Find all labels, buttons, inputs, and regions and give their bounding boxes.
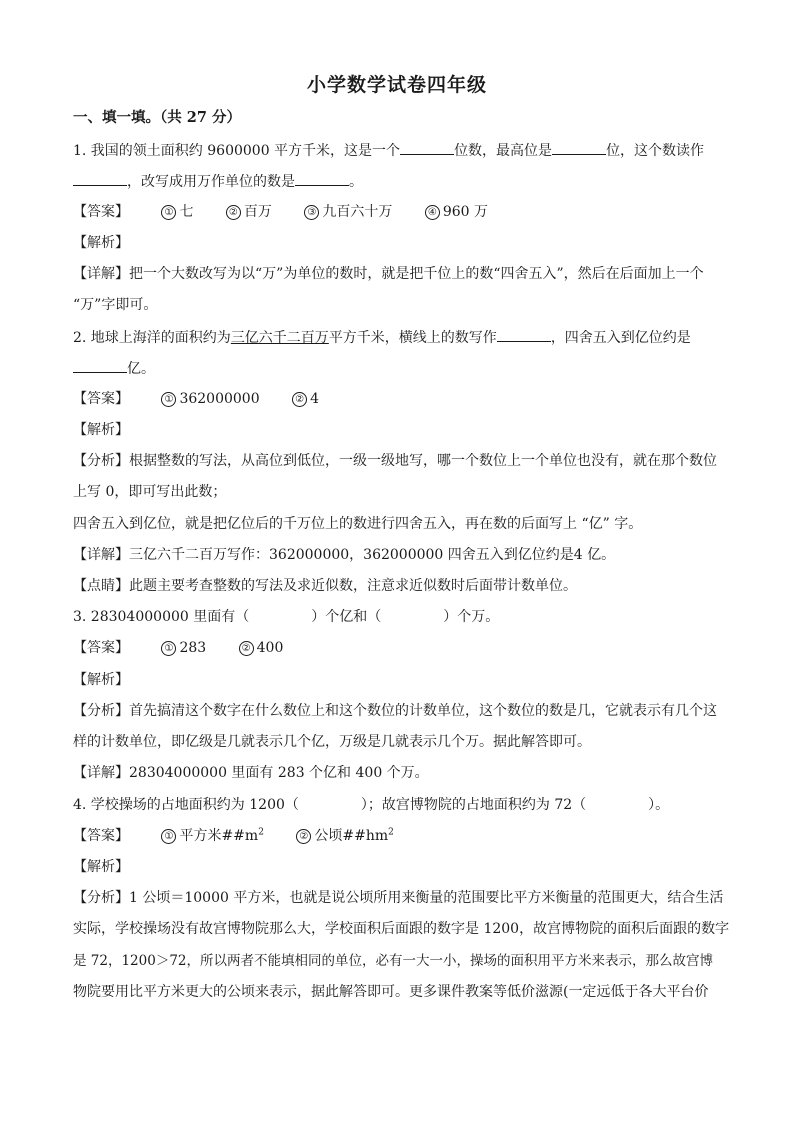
- answer-blank: [295, 171, 349, 186]
- question-3: [73, 607, 733, 627]
- analysis-heading: 【解析】: [73, 672, 129, 688]
- analysis-text: 物院要用比平方米更大的公顷来表示，据此解答即可。更多课件教案等低价滋源(一定远低于各大平台价: [73, 984, 709, 1000]
- answer-value: 4: [310, 391, 319, 407]
- number-marker: ③: [304, 205, 319, 220]
- analysis-label: 【分析】: [73, 453, 129, 469]
- analysis-heading: 【解析】: [73, 235, 129, 251]
- question-2-line-1: [73, 327, 733, 348]
- number-marker: ②: [239, 641, 254, 656]
- question-text: ）个万。: [443, 609, 500, 625]
- answer-label: 【答案】: [73, 640, 129, 656]
- answer-item: [304, 202, 392, 222]
- superscript: 2: [388, 827, 394, 838]
- question-3-answer: [73, 638, 733, 658]
- answer-value: 七: [179, 204, 194, 220]
- comment-text: [73, 576, 733, 596]
- section-heading: 一、填一填。（共 27 分）: [73, 109, 242, 126]
- answer-blank: [73, 358, 127, 373]
- detail-label: 【详解】: [73, 765, 129, 781]
- analysis-text: 上写 0，即可写出此数；: [73, 484, 227, 500]
- question-text: 4. 学校操场的占地面积约为 1200（: [73, 797, 299, 813]
- answer-value: 960 万: [442, 204, 488, 220]
- answer-item: [161, 202, 193, 222]
- question-text: ）；故宫博物院的占地面积约为 72（: [360, 797, 587, 813]
- detail-text: [73, 545, 733, 565]
- answer-blank: [400, 140, 454, 155]
- analysis-body: 1 公顷＝10000 平方米，也就是说公顷所用来衡量的范围要比平方米衡量的范围更大，结合生活: [129, 890, 724, 906]
- comment-label: 【点睛】: [73, 578, 129, 594]
- answer-item: [239, 638, 284, 658]
- answer-value: 百万: [243, 204, 272, 220]
- analysis-body: 首先搞清这个数字在什么数位上和这个数位的计数单位，这个数位的数是几，它就表示有几个这: [129, 703, 717, 719]
- question-text: ，四舍五入到亿位约是: [550, 330, 691, 346]
- number-marker: ②: [296, 829, 311, 844]
- analysis-text: 样的计数单位，即亿级是几就表示几个亿，万级是几就表示几个万。据此解答即可。: [73, 734, 591, 750]
- analysis-body: 根据整数的写法，从高位到低位，一级一级地写，哪一个数位上一个单位也没有，就在那个数位: [129, 453, 717, 469]
- answer-item: [161, 389, 259, 409]
- page-title: 小学数学试卷四年级: [306, 74, 487, 96]
- analysis-heading: 【解析】: [73, 422, 129, 438]
- answer-value: 400: [256, 640, 284, 656]
- answer-item: [296, 826, 394, 846]
- question-text: 平方千米，横线上的数写作: [328, 330, 497, 346]
- analysis-text: 实际，学校操场没有故宫博物院那么大，学校面积后面跟的数字是 1200，故宫博物院的面积后面跟的数字: [73, 921, 730, 937]
- question-text: 位，这个数读作: [606, 143, 705, 159]
- detail-body: 三亿六千二百万写作：362000000，362000000 四舍五入到亿位约是4 亿。: [129, 547, 616, 563]
- comment-body: 此题主要考查整数的写法及求近似数，注意求近似数时后面带计数单位。: [129, 578, 577, 594]
- answer-value: 362000000: [179, 391, 260, 407]
- question-2-answer: [73, 389, 733, 409]
- question-text: ）个亿和（: [311, 609, 382, 625]
- answer-item: [161, 638, 206, 658]
- detail-label: 【详解】: [73, 547, 129, 563]
- answer-blank: [552, 140, 606, 155]
- question-1-answer: [73, 202, 733, 222]
- answer-label: 【答案】: [73, 204, 129, 220]
- number-marker: ①: [161, 205, 176, 220]
- answer-item: [161, 826, 263, 846]
- answer-value: 九百六十万: [322, 204, 393, 220]
- answer-value: 公顷##hm: [314, 828, 389, 844]
- number-marker: ①: [161, 641, 176, 656]
- question-text: 1. 我国的领土面积约 9600000 平方千米，这是一个: [73, 143, 401, 159]
- answer-value: 平方米##m: [179, 828, 259, 844]
- question-4: [73, 795, 733, 815]
- detail-text: “万”字即可。: [73, 297, 158, 313]
- analysis-text: 四舍五入到亿位，就是把亿位后的千万位上的数进行四舍五入，再在数的后面写上 “亿” 字。: [73, 516, 643, 532]
- analysis-label: 【分析】: [73, 703, 129, 719]
- analysis-label: 【分析】: [73, 890, 129, 906]
- analysis-text: [73, 451, 733, 471]
- analysis-text: 是 72，1200＞72，所以两者不能填相同的单位，必有一大一小，操场的面积用平方米来表示，那么故宫博: [73, 953, 714, 969]
- number-marker: ②: [226, 205, 241, 220]
- analysis-text: [73, 701, 733, 721]
- question-text: 位数，最高位是: [454, 143, 553, 159]
- question-text: 3. 28304000000 里面有（: [73, 609, 250, 625]
- answer-blank: [497, 327, 551, 342]
- analysis-text: [73, 888, 733, 908]
- answer-item: [425, 202, 488, 222]
- answer-item: [292, 389, 319, 409]
- number-marker: ①: [161, 829, 176, 844]
- number-marker: ①: [161, 392, 176, 407]
- detail-text: [73, 763, 733, 783]
- answer-value: 283: [179, 640, 207, 656]
- question-text: ）。: [648, 797, 670, 813]
- superscript: 2: [258, 827, 264, 838]
- question-4-answer: [73, 826, 733, 846]
- question-1-line-2: [73, 171, 733, 192]
- underlined-number: 三亿六千二百万: [230, 330, 329, 346]
- answer-blank: [73, 171, 127, 186]
- question-1-line-1: [73, 140, 733, 161]
- number-marker: ②: [292, 392, 307, 407]
- answer-label: 【答案】: [73, 828, 129, 844]
- question-text: 。: [349, 174, 363, 190]
- detail-body: 28304000000 里面有 283 个亿和 400 个万。: [129, 765, 429, 781]
- number-marker: ④: [425, 205, 440, 220]
- analysis-heading: 【解析】: [73, 859, 129, 875]
- question-2-line-2: [73, 358, 733, 379]
- question-text: 亿。: [127, 361, 155, 377]
- question-text: ，改写成用万作单位的数是: [127, 174, 295, 190]
- answer-label: 【答案】: [73, 391, 129, 407]
- detail-text: 【详解】把一个大数改写为以“万”为单位的数时，就是把千位上的数“四舍五入”，然后在后面加上一个: [73, 266, 704, 282]
- answer-item: [226, 202, 272, 222]
- question-text: 2. 地球上海洋的面积约为: [73, 330, 231, 346]
